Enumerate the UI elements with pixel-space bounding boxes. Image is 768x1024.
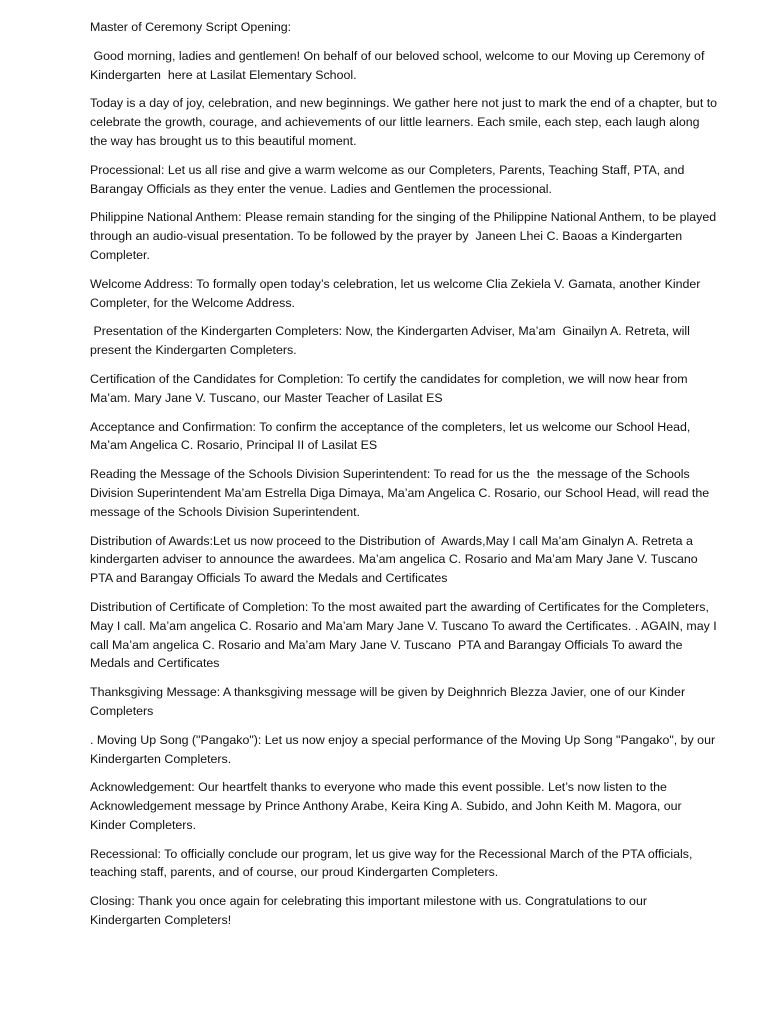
- paragraph-introduction: Today is a day of joy, celebration, and new beginnings. We gather here not just to mark the end of a chapter, but to celebrate the growth, courage, and achievements of our little learners. Each smile, each step, each laugh along the way has brought us to this beautiful moment.: [90, 96, 721, 148]
- paragraph-certificate-of-completion: Distribution of Certificate of Completion: To the most awaited part the awarding of Certificates for the Completers, May I call. Ma’am angelica C. Rosario and Ma’am Mary Jane V. Tuscano To award the Certificates. . AGAIN, may I call Ma’am angelica C. Rosario and Ma’am Mary Jane V. Tuscano PTA and Barangay Officials To award the Medals and Certificates: [90, 599, 721, 671]
- paragraph-thanksgiving-message: Thanksgiving Message: A thanksgiving message will be given by Deighnrich Blezza Javier, one of our Kinder Completers: [90, 685, 689, 718]
- paragraph-national-anthem: Philippine National Anthem: Please remain standing for the singing of the Philippine National Anthem, to be played through an audio-visual presentation. To be followed by the prayer by Janeen Lhei C. Baoas a Kindergarten Completer.: [90, 210, 720, 262]
- paragraph-closing: Closing: Thank you once again for celebrating this important milestone with us. Congratulations to our Kindergarten Completers!: [90, 894, 651, 928]
- paragraph-moving-up-song: . Moving Up Song ("Pangako"): Let us now enjoy a special performance of the Moving Up Song "Pangako", by our Kindergarten Completers.: [90, 732, 719, 766]
- document-title: Master of Ceremony Script Opening:: [90, 20, 292, 34]
- paragraph-presentation-of-completers: Presentation of the Kindergarten Completers: Now, the Kindergarten Adviser, Ma’am Ginailyn A. Retreta, will present the Kindergarten Completers.: [90, 324, 694, 358]
- paragraph-acknowledgement: Acknowledgement: Our heartfelt thanks to everyone who made this event possible. Let’s now listen to the Acknowledgement message by Prince Anthony Arabe, Keira King A. Subido, and John Keith M. Magora, our Kinder Completers.: [90, 780, 686, 832]
- paragraph-acceptance: Acceptance and Confirmation: To confirm the acceptance of the completers, let us welcome our School Head, Ma’am Angelica C. Rosario, Principal II of Lasilat ES: [90, 419, 694, 453]
- paragraph-greeting: Good morning, ladies and gentlemen! On behalf of our beloved school, welcome to our Moving up Ceremony of Kindergarten here at Lasilat Elementary School.: [90, 48, 708, 82]
- paragraph-welcome-address: Welcome Address: To formally open today’s celebration, let us welcome Clia Zekiela V. Gamata, another Kinder Completer, for the Welcome Address.: [90, 276, 704, 310]
- paragraph-distribution-of-awards: Distribution of Awards:Let us now proceed to the Distribution of Awards,May I call Ma’am Ginalyn A. Retreta a kindergarten adviser to announce the awardees. Ma’am angelica C. Rosario and Ma’am Mary Jane V. Tuscano PTA and Barangay Officials To award the Medals and Certificates: [90, 533, 702, 586]
- document-page: [90, 18, 720, 940]
- paragraph-processional: Processional: Let us all rise and give a warm welcome as our Completers, Parents, Teaching Staff, PTA, and Barangay Officials as they enter the venue. Ladies and Gentlemen the processional.: [90, 162, 688, 196]
- paragraph-superintendent-message: Reading the Message of the Schools Division Superintendent: To read for us the the message of the Schools Division Superintendent Ma’am Estrella Diga Dimaya, Ma’am Angelica C. Rosario, our School Head, will read the message of the Schools Division Superintendent.: [90, 467, 713, 519]
- paragraph-certification: Certification of the Candidates for Completion: To certify the candidates for completion, we will now hear from Ma’am. Mary Jane V. Tuscano, our Master Teacher of Lasilat ES: [90, 371, 692, 405]
- paragraph-recessional: Recessional: To officially conclude our program, let us give way for the Recessional March of the PTA officials, teaching staff, parents, and of course, our proud Kindergarten Completers.: [90, 846, 696, 880]
